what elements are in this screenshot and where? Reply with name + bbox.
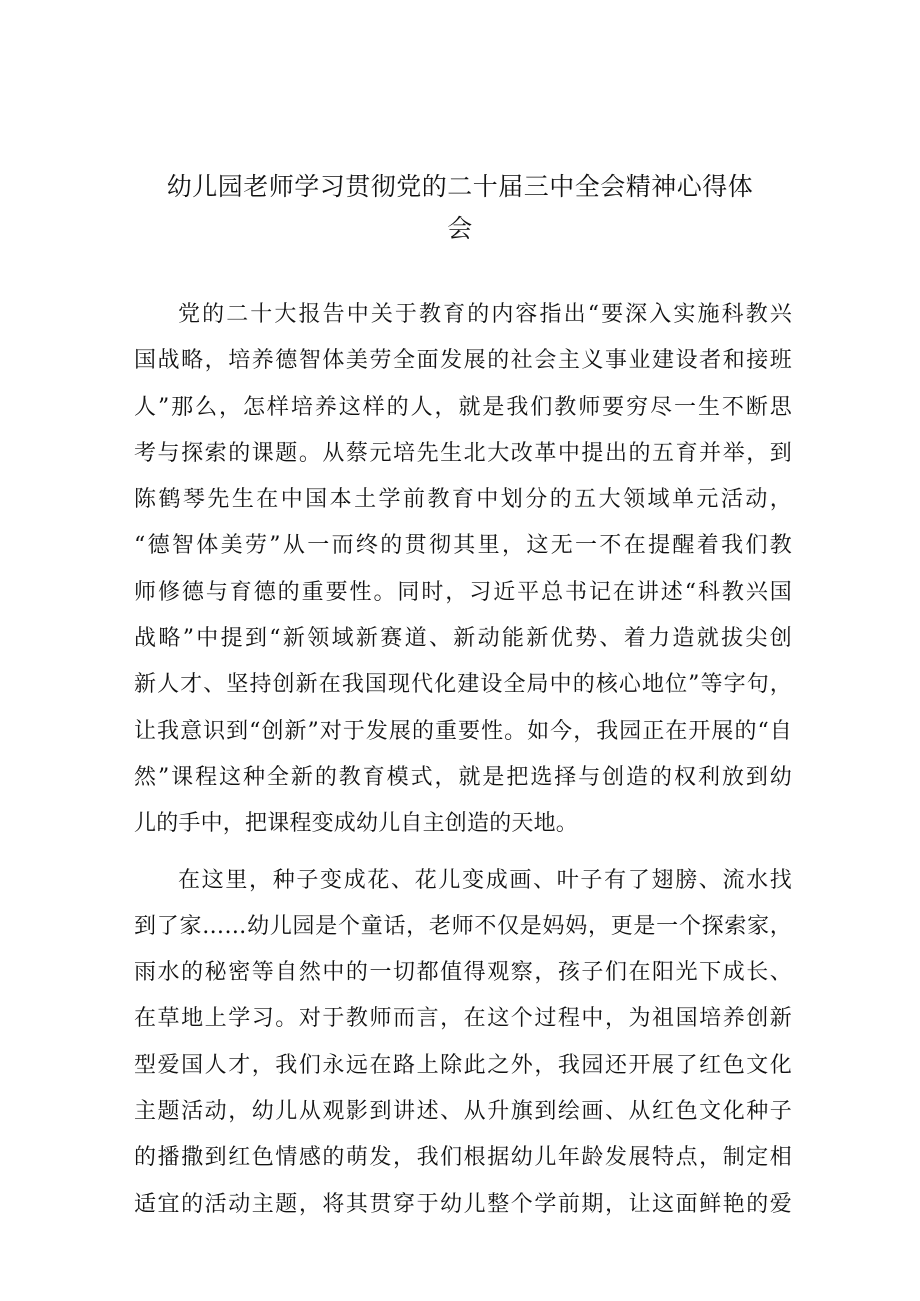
paragraph-gap <box>134 848 792 858</box>
text-line: 党的二十大报告中关于教育的内容指出“要深入实施科教兴 <box>178 302 792 327</box>
text-line: 新人才、坚持创新在我国现代化建设全局中的核心地位”等字句， <box>134 672 792 698</box>
text-line: 然”课程这种全新的教育模式，就是把选择与创造的权利放到幼 <box>134 764 792 790</box>
document-body <box>134 292 792 1228</box>
text-line: 儿的手中，把课程变成幼儿自主创造的天地。 <box>134 811 579 837</box>
text-line: 的播撒到红色情感的萌发，我们根据幼儿年龄发展特点，制定相 <box>134 1145 792 1171</box>
text-line: 到了家……幼儿园是个童话，老师不仅是妈妈，更是一个探索家， <box>134 913 792 939</box>
text-line: 国战略，培养德智体美劳全面发展的社会主义事业建设者和接班 <box>134 348 792 374</box>
text-line: 考与探索的课题。从蔡元培先生北大改革中提出的五育并举，到 <box>134 440 792 466</box>
text-line: 雨水的秘密等自然中的一切都值得观察，孩子们在阳光下成长、 <box>134 960 792 986</box>
paragraph-1 <box>134 292 792 848</box>
text-line: 型爱国人才，我们永远在路上除此之外，我园还开展了红色文化 <box>134 1052 792 1078</box>
text-line: “德智体美劳”从一而终的贯彻其里，这无一不在提醒着我们教 <box>134 533 792 559</box>
text-line: 师修德与育德的重要性。同时，习近平总书记在讲述“科教兴国 <box>134 579 792 605</box>
document-title <box>130 166 790 250</box>
text-line: 在这里，种子变成花、花儿变成画、叶子有了翅膀、流水找 <box>178 867 792 893</box>
text-line: 人”那么，怎样培养这样的人，就是我们教师要穷尽一生不断思 <box>134 394 792 420</box>
text-line: 适宜的活动主题，将其贯穿于幼儿整个学前期，让这面鲜艳的爱 <box>134 1191 792 1217</box>
text-line: 主题活动，幼儿从观影到讲述、从升旗到绘画、从红色文化种子 <box>134 1099 792 1125</box>
title-line: 会 <box>447 214 473 243</box>
text-line: 陈鹤琴先生在中国本土学前教育中划分的五大领域单元活动， <box>134 487 792 513</box>
text-line: 战略”中提到“新领域新赛道、新动能新优势、着力造就拔尖创 <box>134 626 792 652</box>
text-line: 在草地上学习。对于教师而言，在这个过程中，为祖国培养创新 <box>134 1006 792 1032</box>
title-line: 幼儿园老师学习贯彻党的二十届三中全会精神心得体 <box>166 172 754 201</box>
text-line: 让我意识到“创新”对于发展的重要性。如今，我园正在开展的“自 <box>134 718 792 744</box>
paragraph-2 <box>134 858 792 1228</box>
